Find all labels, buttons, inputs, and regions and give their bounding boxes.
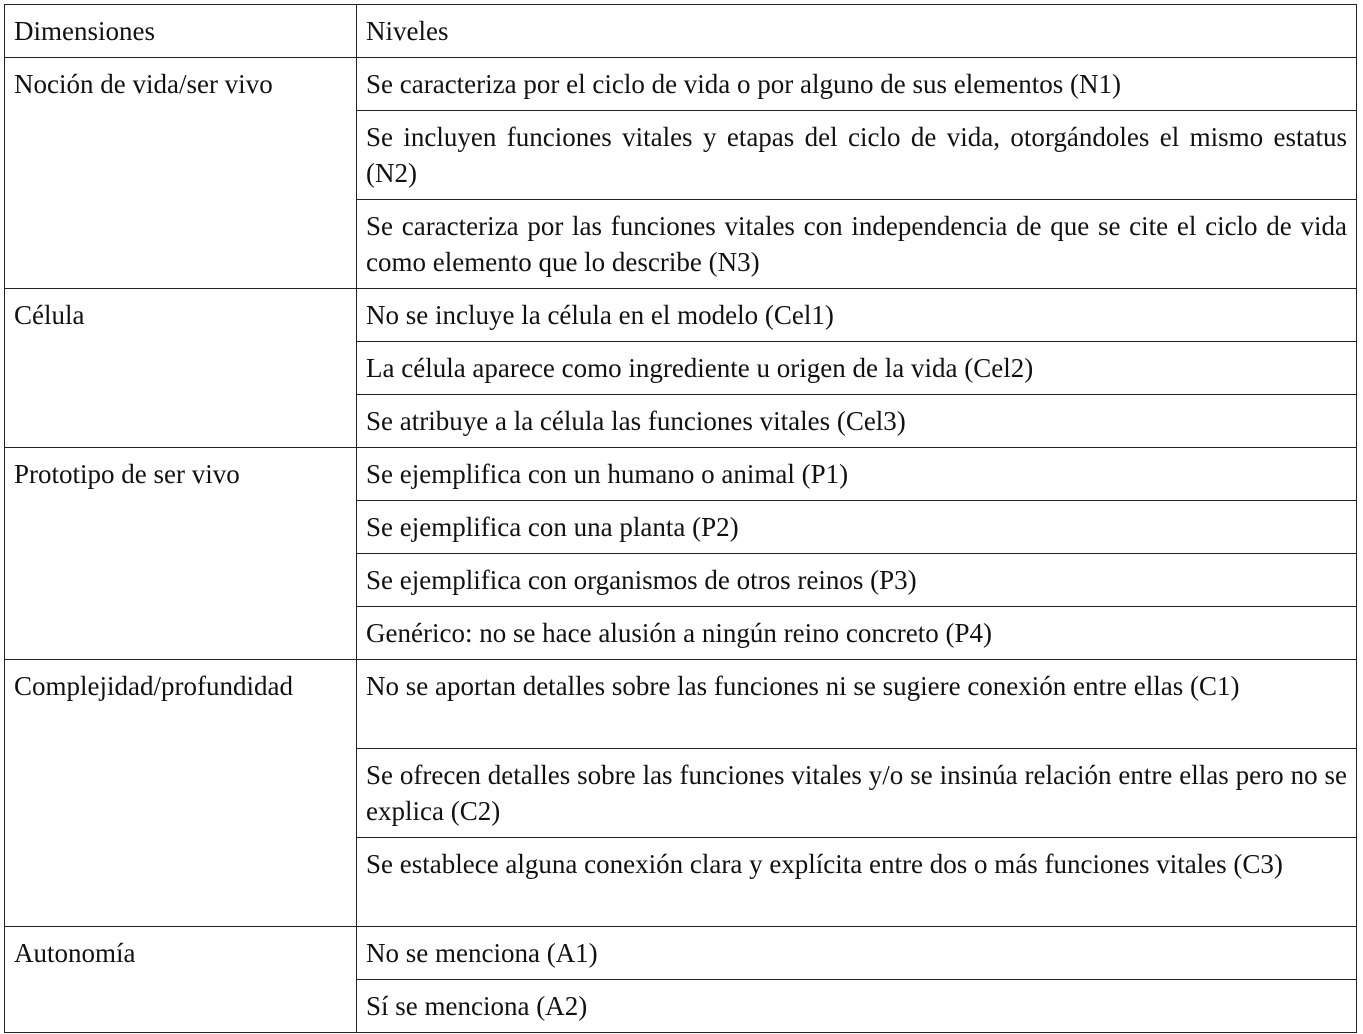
level-cell: Se atribuye a la célula las funciones vitales (Cel3) (357, 395, 1357, 448)
level-cell: No se aportan detalles sobre las funciones ni se sugiere conexión entre ellas (C1) (357, 660, 1357, 749)
level-cell: Se ejemplifica con una planta (P2) (357, 501, 1357, 554)
level-cell: No se incluye la célula en el modelo (Cel1) (357, 289, 1357, 342)
dimension-cell: Célula (5, 289, 357, 448)
dimension-cell: Noción de vida/ser vivo (5, 58, 357, 289)
dimension-cell: Autonomía (5, 927, 357, 1033)
table-row (5, 660, 1357, 749)
level-cell: Se ofrecen detalles sobre las funciones vitales y/o se insinúa relación entre ellas pero no se explica (C2) (357, 749, 1357, 838)
level-cell: Se ejemplifica con organismos de otros reinos (P3) (357, 554, 1357, 607)
dimension-cell: Prototipo de ser vivo (5, 448, 357, 660)
table-row (5, 448, 1357, 501)
header-dimensions: Dimensiones (5, 5, 357, 58)
level-cell: Se ejemplifica con un humano o animal (P1) (357, 448, 1357, 501)
level-cell: La célula aparece como ingrediente u origen de la vida (Cel2) (357, 342, 1357, 395)
level-cell: Sí se menciona (A2) (357, 980, 1357, 1033)
level-cell: Se incluyen funciones vitales y etapas del ciclo de vida, otorgándoles el mismo estatus (N2) (357, 111, 1357, 200)
header-levels: Niveles (357, 5, 1357, 58)
dimension-cell: Complejidad/profundidad (5, 660, 357, 927)
table-row (5, 58, 1357, 111)
level-cell: Se caracteriza por el ciclo de vida o por alguno de sus elementos (N1) (357, 58, 1357, 111)
header-row (5, 5, 1357, 58)
table-row (5, 289, 1357, 342)
level-cell: Se caracteriza por las funciones vitales con independencia de que se cite el ciclo de vida como elemento que lo describe (N3) (357, 200, 1357, 289)
dimensions-table (4, 4, 1357, 1033)
level-cell: Se establece alguna conexión clara y explícita entre dos o más funciones vitales (C3) (357, 838, 1357, 927)
table-row (5, 927, 1357, 980)
level-cell: No se menciona (A1) (357, 927, 1357, 980)
level-cell: Genérico: no se hace alusión a ningún reino concreto (P4) (357, 607, 1357, 660)
